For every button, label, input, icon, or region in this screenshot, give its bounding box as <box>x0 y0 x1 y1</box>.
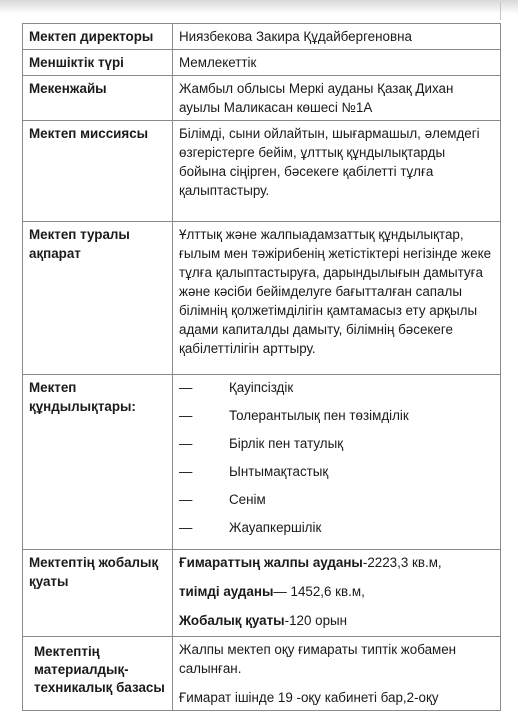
capacity-line <box>179 553 494 572</box>
table-row <box>23 24 501 50</box>
capacity-term: тиімді ауданы <box>179 584 274 599</box>
table-row <box>23 121 501 222</box>
page-corner-mark <box>484 2 501 20</box>
capacity-label: Мектептің жобалық қуаты <box>23 550 173 637</box>
capacity-term: Ғимараттың жалпы ауданы <box>179 555 363 570</box>
list-item <box>179 378 494 406</box>
dash-bullet: — <box>179 436 193 451</box>
director-value: Ниязбекова Закира Құдайбергеновна <box>173 24 501 50</box>
dash-bullet: — <box>179 492 193 507</box>
value-text: Бірлік пен татулық <box>229 436 344 451</box>
dash-bullet: — <box>179 464 193 479</box>
list-item <box>179 434 494 462</box>
value-text: Ынтымақтастық <box>229 464 329 479</box>
capacity-amount: — 1452,6 кв.м, <box>273 584 365 599</box>
list-item <box>179 518 494 546</box>
value-text: Қауіпсіздік <box>229 380 294 395</box>
table-row <box>23 637 501 711</box>
capacity-line <box>179 582 494 601</box>
base-line: Жалпы мектеп оқу ғимараты типтік жобамен салынған. <box>179 642 457 676</box>
capacity-term: Жобалық қуаты <box>179 613 285 628</box>
capacity-line <box>179 611 494 630</box>
base-label: Мектептің материалдық-техникалық базасы <box>23 637 173 711</box>
director-label: Мектеп директоры <box>23 24 173 50</box>
list-item <box>179 406 494 434</box>
capacity-cell <box>173 550 501 637</box>
school-info-table <box>22 23 501 711</box>
capacity-amount: -120 орын <box>284 613 348 628</box>
capacity-amount: -2223,3 кв.м, <box>362 555 442 570</box>
about-value: Ұлттық және жалпыадамзаттық құндылықтар, ғылым мен тәжірибенің жетістіктері негізінде жеке тұлға қалыптастыруға, дарындылығын дамытуға және кәсіби бейімделуге бағытталған сапалы білімнің қолжетімділігін қамтамасыз ету арқылы адами капиталды дамыту, білімнің бәсекеге қабілеттілігін арттыру. <box>173 222 501 375</box>
address-value: Жамбыл облысы Меркі ауданы Қазақ Дихан ауылы Маликасан көшесі №1А <box>173 76 501 121</box>
value-text: Сенім <box>229 492 266 507</box>
mission-label: Мектеп миссиясы <box>23 121 173 222</box>
values-list <box>179 378 494 546</box>
about-label: Мектеп туралы ақпарат <box>23 222 173 375</box>
table-row <box>23 550 501 637</box>
table-row <box>23 76 501 121</box>
value-text: Толерантылық пен төзімділік <box>229 408 409 423</box>
value-text: Жауапкершілік <box>229 520 322 535</box>
table-row <box>23 222 501 375</box>
values-label: Мектеп құндылықтары: <box>23 375 173 550</box>
list-item <box>179 462 494 490</box>
mission-value: Білімді, сыни ойлайтын, шығармашыл, әлемдегі өзгерістерге бейім, ұлттық құндылықтарды бойына сіңірген, бәсекеге қабілетті тұлға қалыптастыру. <box>173 121 501 222</box>
ownership-value: Мемлекеттік <box>173 50 501 76</box>
dash-bullet: — <box>179 520 193 535</box>
table-row <box>23 50 501 76</box>
dash-bullet: — <box>179 380 193 395</box>
base-line: Ғимарат ішінде 19 -оқу кабинеті бар,2-оқу <box>179 690 439 705</box>
base-cell <box>173 637 501 711</box>
dash-bullet: — <box>179 408 193 423</box>
page-top-shadow <box>0 0 518 14</box>
list-item <box>179 490 494 518</box>
ownership-label: Меншіктік түрі <box>23 50 173 76</box>
table-row <box>23 375 501 550</box>
address-label: Мекенжайы <box>23 76 173 121</box>
values-cell <box>173 375 501 550</box>
